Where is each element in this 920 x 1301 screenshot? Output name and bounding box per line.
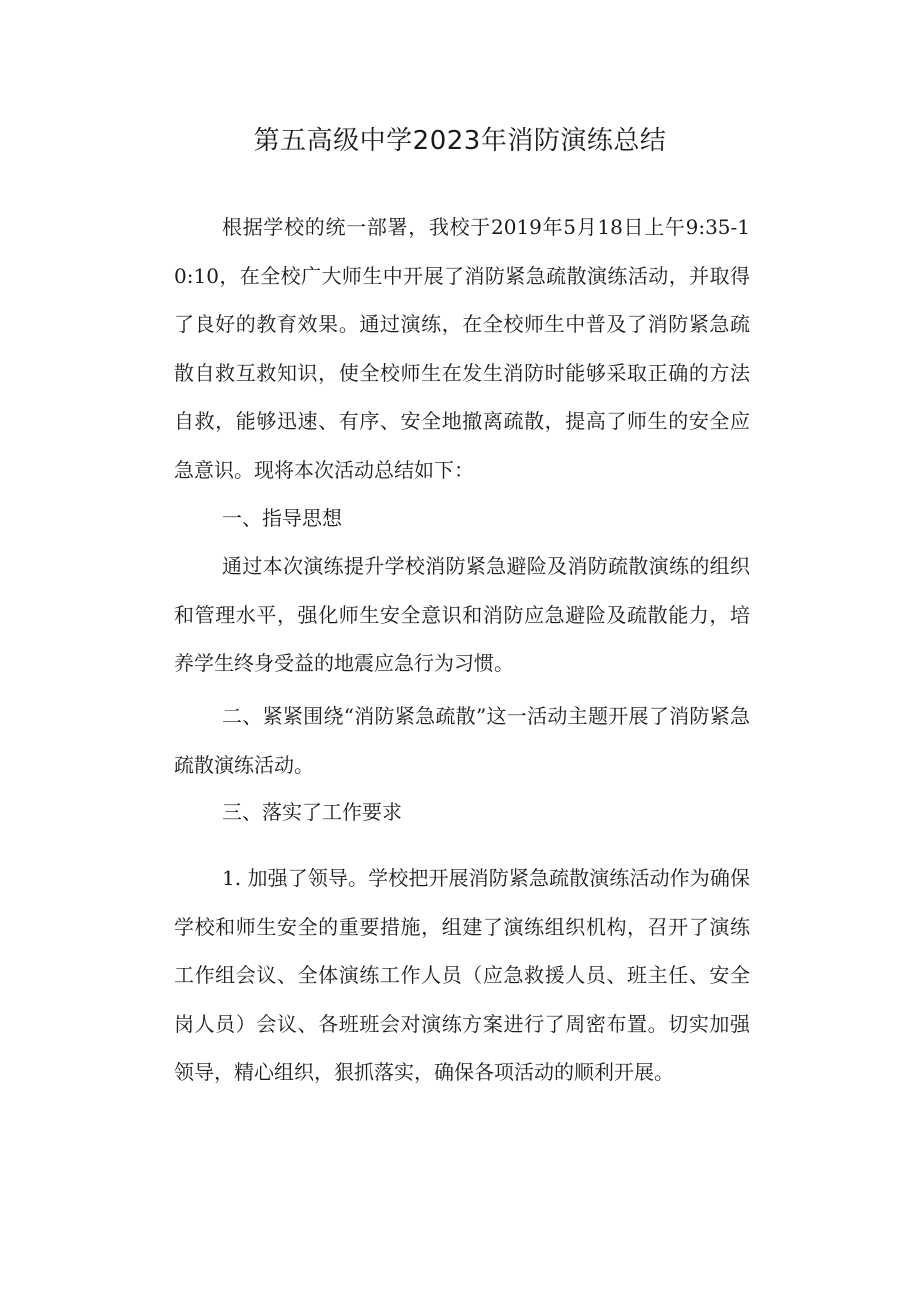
guiding-ideology-paragraph: 通过本次演练提升学校消防紧急避险及消防疏散演练的组织和管理水平，强化师生安全意识和消防应急避险及疏散能力，培养学生终身受益的地震应急行为习惯。 [174,554,750,676]
intro-paragraph: 根据学校的统一部署，我校于2019年5月18日上午9:35-10:10，在全校广大师生中开展了消防紧急疏散演练活动，并取得了良好的教育效果。通过演练，在全校师生中普及了消防紧急疏散自救互救知识，使全校师生在发生消防时能够采取正确的方法自救，能够迅速、有序、安全地撤离疏散，提高了师生的安全应急意识。现将本次活动总结如下： [174,215,750,482]
list-item-leadership: 1. 加强了领导。学校把开展消防紧急疏散演练活动作为确保学校和师生安全的重要措施，组建了演练组织机构，召开了演练工作组会议、全体演练工作人员（应急救援人员、班主任、安全岗人员）会议、各班班会对演练方案进行了周密布置。切实加强领导，精心组织，狠抓落实，确保各项活动的顺利开展。 [174,866,750,1085]
section-heading-work-requirements: 三、落实了工作要求 [222,800,402,824]
section-heading-theme: 二、紧紧围绕“消防紧急疏散”这一活动主题开展了消防紧急疏散演练活动。 [174,704,750,777]
document-title: 第五高级中学2023年消防演练总结 [253,126,667,156]
section-heading-guiding-ideology: 一、指导思想 [222,506,342,530]
